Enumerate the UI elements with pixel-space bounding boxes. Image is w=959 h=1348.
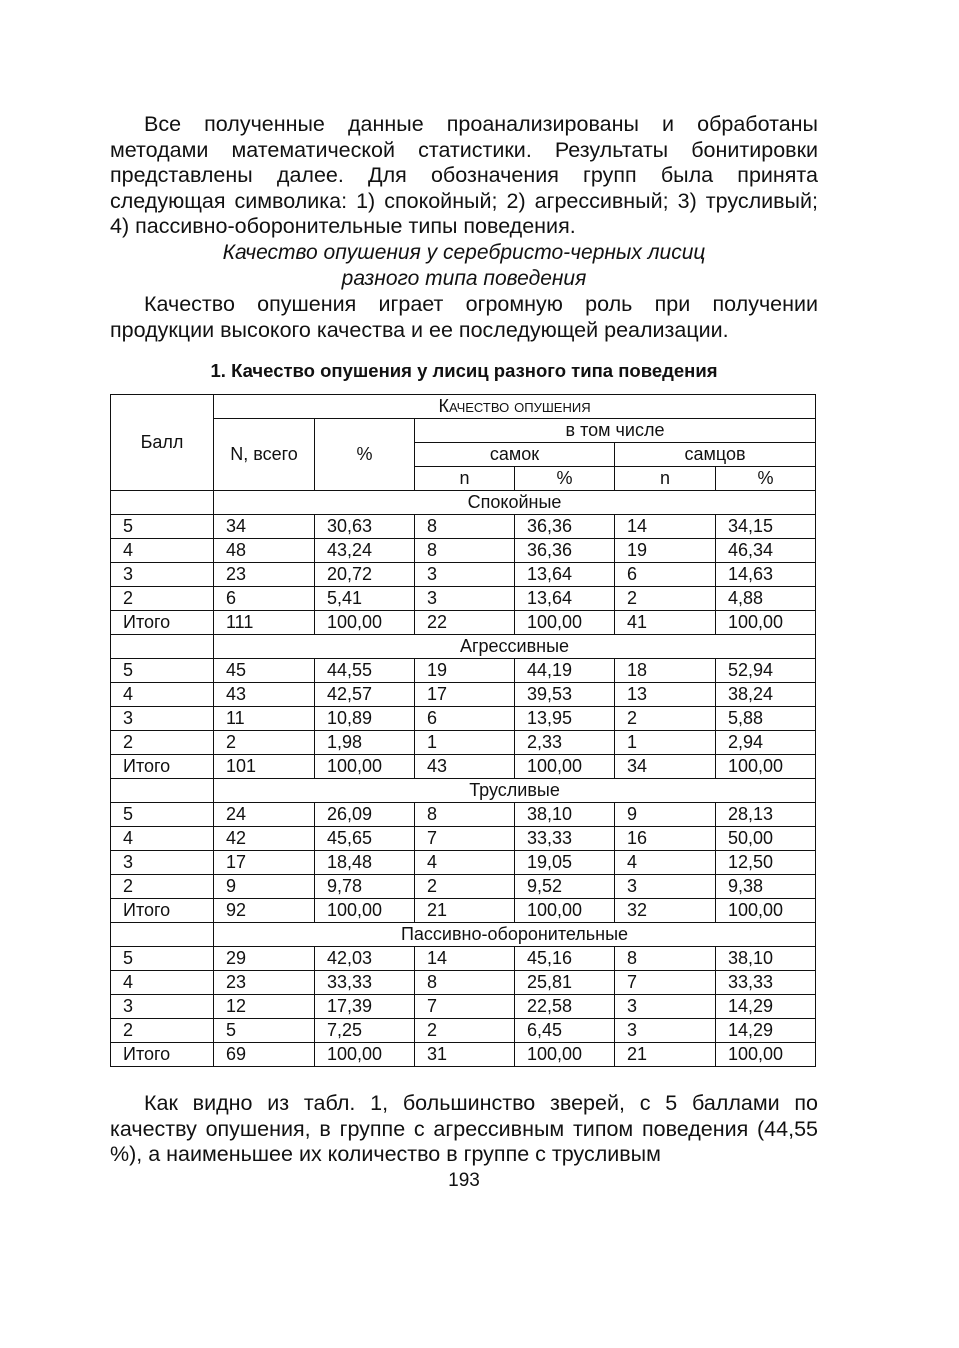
percent-cell: 44,55: [315, 659, 415, 683]
females-pct-cell: 39,53: [515, 683, 615, 707]
females-n-cell: 14: [415, 947, 515, 971]
percent-cell: 33,33: [315, 971, 415, 995]
males-n-cell: 9: [615, 803, 716, 827]
score-cell: 2: [111, 1019, 214, 1043]
males-pct-cell: 100,00: [716, 899, 816, 923]
group-header-row: [111, 491, 816, 515]
males-pct-cell: 38,24: [716, 683, 816, 707]
females-pct-cell: 44,19: [515, 659, 615, 683]
males-n-cell: 34: [615, 755, 716, 779]
females-n-cell: 7: [415, 995, 515, 1019]
score-cell: 3: [111, 995, 214, 1019]
females-pct-cell: 2,33: [515, 731, 615, 755]
score-cell: 2: [111, 731, 214, 755]
score-cell: 4: [111, 827, 214, 851]
males-n-cell: 7: [615, 971, 716, 995]
males-n-cell: 21: [615, 1043, 716, 1067]
table-row: [111, 851, 816, 875]
males-n-cell: 4: [615, 851, 716, 875]
males-pct-cell: 100,00: [716, 1043, 816, 1067]
females-pct-cell: 13,64: [515, 563, 615, 587]
females-n-cell: 3: [415, 563, 515, 587]
females-pct-cell: 33,33: [515, 827, 615, 851]
score-cell: 2: [111, 875, 214, 899]
males-pct-cell: 52,94: [716, 659, 816, 683]
section-heading-line2: разного типа поведения: [341, 267, 587, 290]
table-row: [111, 707, 816, 731]
males-pct-cell: 46,34: [716, 539, 816, 563]
percent-cell: 42,03: [315, 947, 415, 971]
n-total-cell: 23: [214, 563, 315, 587]
table-row: [111, 731, 816, 755]
females-n-cell: 43: [415, 755, 515, 779]
females-pct-cell: 100,00: [515, 1043, 615, 1067]
table-row: [111, 683, 816, 707]
table-title: 1. Качество опушения у лисиц разного типа поведения: [210, 360, 718, 381]
percent-cell: 100,00: [315, 611, 415, 635]
score-cell: 3: [111, 851, 214, 875]
males-n-cell: 1: [615, 731, 716, 755]
header-females-pct: %: [515, 467, 615, 491]
section-heading-line1: Качество опушения у серебристо-черных лисиц: [222, 241, 706, 264]
females-pct-cell: 19,05: [515, 851, 615, 875]
females-pct-cell: 100,00: [515, 611, 615, 635]
score-cell: 3: [111, 563, 214, 587]
score-cell: 4: [111, 683, 214, 707]
header-males-pct: %: [716, 467, 816, 491]
score-cell: 4: [111, 539, 214, 563]
males-pct-cell: 38,10: [716, 947, 816, 971]
score-cell: 5: [111, 803, 214, 827]
males-pct-cell: 100,00: [716, 755, 816, 779]
males-n-cell: 13: [615, 683, 716, 707]
header-females: самок: [415, 443, 615, 467]
males-n-cell: 3: [615, 995, 716, 1019]
table-row: [111, 755, 816, 779]
table-row: [111, 827, 816, 851]
males-n-cell: 19: [615, 539, 716, 563]
group-header-row: [111, 635, 816, 659]
percent-cell: 45,65: [315, 827, 415, 851]
percent-cell: 10,89: [315, 707, 415, 731]
males-n-cell: 32: [615, 899, 716, 923]
percent-cell: 9,78: [315, 875, 415, 899]
females-n-cell: 17: [415, 683, 515, 707]
group-name: Пассивно-оборонительные: [214, 923, 816, 947]
score-cell: Итого: [111, 611, 214, 635]
males-n-cell: 8: [615, 947, 716, 971]
n-total-cell: 34: [214, 515, 315, 539]
table-row: [111, 899, 816, 923]
percent-cell: 7,25: [315, 1019, 415, 1043]
header-n-total: N, всего: [214, 419, 315, 491]
females-n-cell: 8: [415, 515, 515, 539]
males-n-cell: 14: [615, 515, 716, 539]
males-pct-cell: 14,29: [716, 995, 816, 1019]
group-name: Трусливые: [214, 779, 816, 803]
intro-paragraph: Все полученные данные проанализированы и обработаны методами математической статистики. Результаты бонитировки представлены далее. Для обозначения групп была принята следующая символика: 1) спокойный; 2) агрессивный; 3) трусливый; 4) пассивно-оборонительные типы поведения.: [110, 112, 818, 238]
females-n-cell: 21: [415, 899, 515, 923]
header-males-n: n: [615, 467, 716, 491]
table-row: [111, 587, 816, 611]
females-n-cell: 19: [415, 659, 515, 683]
males-n-cell: 3: [615, 1019, 716, 1043]
males-pct-cell: 33,33: [716, 971, 816, 995]
females-n-cell: 31: [415, 1043, 515, 1067]
score-cell: 4: [111, 971, 214, 995]
n-total-cell: 24: [214, 803, 315, 827]
males-n-cell: 41: [615, 611, 716, 635]
males-n-cell: 18: [615, 659, 716, 683]
percent-cell: 30,63: [315, 515, 415, 539]
group-header-blank: [111, 779, 214, 803]
header-percent: %: [315, 419, 415, 491]
females-n-cell: 22: [415, 611, 515, 635]
group-header-blank: [111, 923, 214, 947]
table-row: [111, 971, 816, 995]
n-total-cell: 6: [214, 587, 315, 611]
group-name: Спокойные: [214, 491, 816, 515]
females-n-cell: 3: [415, 587, 515, 611]
females-pct-cell: 38,10: [515, 803, 615, 827]
n-total-cell: 48: [214, 539, 315, 563]
females-n-cell: 4: [415, 851, 515, 875]
page-number: 193: [448, 1170, 480, 1191]
females-n-cell: 6: [415, 707, 515, 731]
males-n-cell: 16: [615, 827, 716, 851]
n-total-cell: 42: [214, 827, 315, 851]
n-total-cell: 29: [214, 947, 315, 971]
score-cell: 5: [111, 515, 214, 539]
group-header-row: [111, 779, 816, 803]
percent-cell: 1,98: [315, 731, 415, 755]
n-total-cell: 9: [214, 875, 315, 899]
percent-cell: 20,72: [315, 563, 415, 587]
females-n-cell: 7: [415, 827, 515, 851]
header-score: Балл: [111, 395, 214, 491]
males-n-cell: 2: [615, 707, 716, 731]
n-total-cell: 11: [214, 707, 315, 731]
table-row: [111, 875, 816, 899]
table-row: [111, 563, 816, 587]
header-quality: Качество опушения: [214, 395, 816, 419]
percent-cell: 18,48: [315, 851, 415, 875]
males-pct-cell: 2,94: [716, 731, 816, 755]
group-header-blank: [111, 491, 214, 515]
score-cell: Итого: [111, 1043, 214, 1067]
females-n-cell: 8: [415, 539, 515, 563]
females-pct-cell: 100,00: [515, 755, 615, 779]
score-cell: 5: [111, 659, 214, 683]
table-row: [111, 947, 816, 971]
percent-cell: 26,09: [315, 803, 415, 827]
females-pct-cell: 100,00: [515, 899, 615, 923]
males-n-cell: 6: [615, 563, 716, 587]
group-name: Агрессивные: [214, 635, 816, 659]
n-total-cell: 12: [214, 995, 315, 1019]
group-header-blank: [111, 635, 214, 659]
score-cell: 5: [111, 947, 214, 971]
table-row: [111, 803, 816, 827]
females-n-cell: 8: [415, 971, 515, 995]
table-row: [111, 539, 816, 563]
females-pct-cell: 22,58: [515, 995, 615, 1019]
males-n-cell: 2: [615, 587, 716, 611]
n-total-cell: 5: [214, 1019, 315, 1043]
males-pct-cell: 12,50: [716, 851, 816, 875]
n-total-cell: 43: [214, 683, 315, 707]
score-cell: Итого: [111, 899, 214, 923]
females-pct-cell: 13,64: [515, 587, 615, 611]
n-total-cell: 17: [214, 851, 315, 875]
females-pct-cell: 45,16: [515, 947, 615, 971]
n-total-cell: 101: [214, 755, 315, 779]
females-n-cell: 8: [415, 803, 515, 827]
table-row: [111, 995, 816, 1019]
table-row: [111, 1043, 816, 1067]
percent-cell: 100,00: [315, 755, 415, 779]
table-row: [111, 659, 816, 683]
n-total-cell: 92: [214, 899, 315, 923]
males-pct-cell: 14,29: [716, 1019, 816, 1043]
percent-cell: 100,00: [315, 1043, 415, 1067]
conclusion-paragraph: Как видно из табл. 1, большинство зверей, с 5 баллами по качеству опушения, в группе с агрессивным типом поведения (44,55 %), а наименьшее их количество в группе с трусливым: [110, 1091, 818, 1166]
percent-cell: 100,00: [315, 899, 415, 923]
males-pct-cell: 14,63: [716, 563, 816, 587]
n-total-cell: 69: [214, 1043, 315, 1067]
header-males: самцов: [615, 443, 816, 467]
females-pct-cell: 9,52: [515, 875, 615, 899]
percent-cell: 5,41: [315, 587, 415, 611]
score-cell: 2: [111, 587, 214, 611]
n-total-cell: 2: [214, 731, 315, 755]
table-row: [111, 611, 816, 635]
males-pct-cell: 4,88: [716, 587, 816, 611]
males-pct-cell: 50,00: [716, 827, 816, 851]
percent-cell: 17,39: [315, 995, 415, 1019]
males-pct-cell: 100,00: [716, 611, 816, 635]
males-pct-cell: 9,38: [716, 875, 816, 899]
table-body: [111, 491, 816, 1067]
table-row: [111, 1019, 816, 1043]
quality-paragraph: Качество опушения играет огромную роль при получении продукции высокого качества и ее последующей реализации.: [110, 292, 818, 342]
header-females-n: n: [415, 467, 515, 491]
score-cell: 3: [111, 707, 214, 731]
n-total-cell: 23: [214, 971, 315, 995]
score-cell: Итого: [111, 755, 214, 779]
percent-cell: 42,57: [315, 683, 415, 707]
males-pct-cell: 28,13: [716, 803, 816, 827]
header-including: в том числе: [415, 419, 816, 443]
n-total-cell: 45: [214, 659, 315, 683]
females-pct-cell: 13,95: [515, 707, 615, 731]
quality-table: [110, 394, 816, 1067]
females-n-cell: 1: [415, 731, 515, 755]
females-n-cell: 2: [415, 875, 515, 899]
males-n-cell: 3: [615, 875, 716, 899]
females-pct-cell: 6,45: [515, 1019, 615, 1043]
females-n-cell: 2: [415, 1019, 515, 1043]
females-pct-cell: 36,36: [515, 539, 615, 563]
table-row: [111, 515, 816, 539]
females-pct-cell: 25,81: [515, 971, 615, 995]
females-pct-cell: 36,36: [515, 515, 615, 539]
males-pct-cell: 34,15: [716, 515, 816, 539]
n-total-cell: 111: [214, 611, 315, 635]
males-pct-cell: 5,88: [716, 707, 816, 731]
percent-cell: 43,24: [315, 539, 415, 563]
group-header-row: [111, 923, 816, 947]
